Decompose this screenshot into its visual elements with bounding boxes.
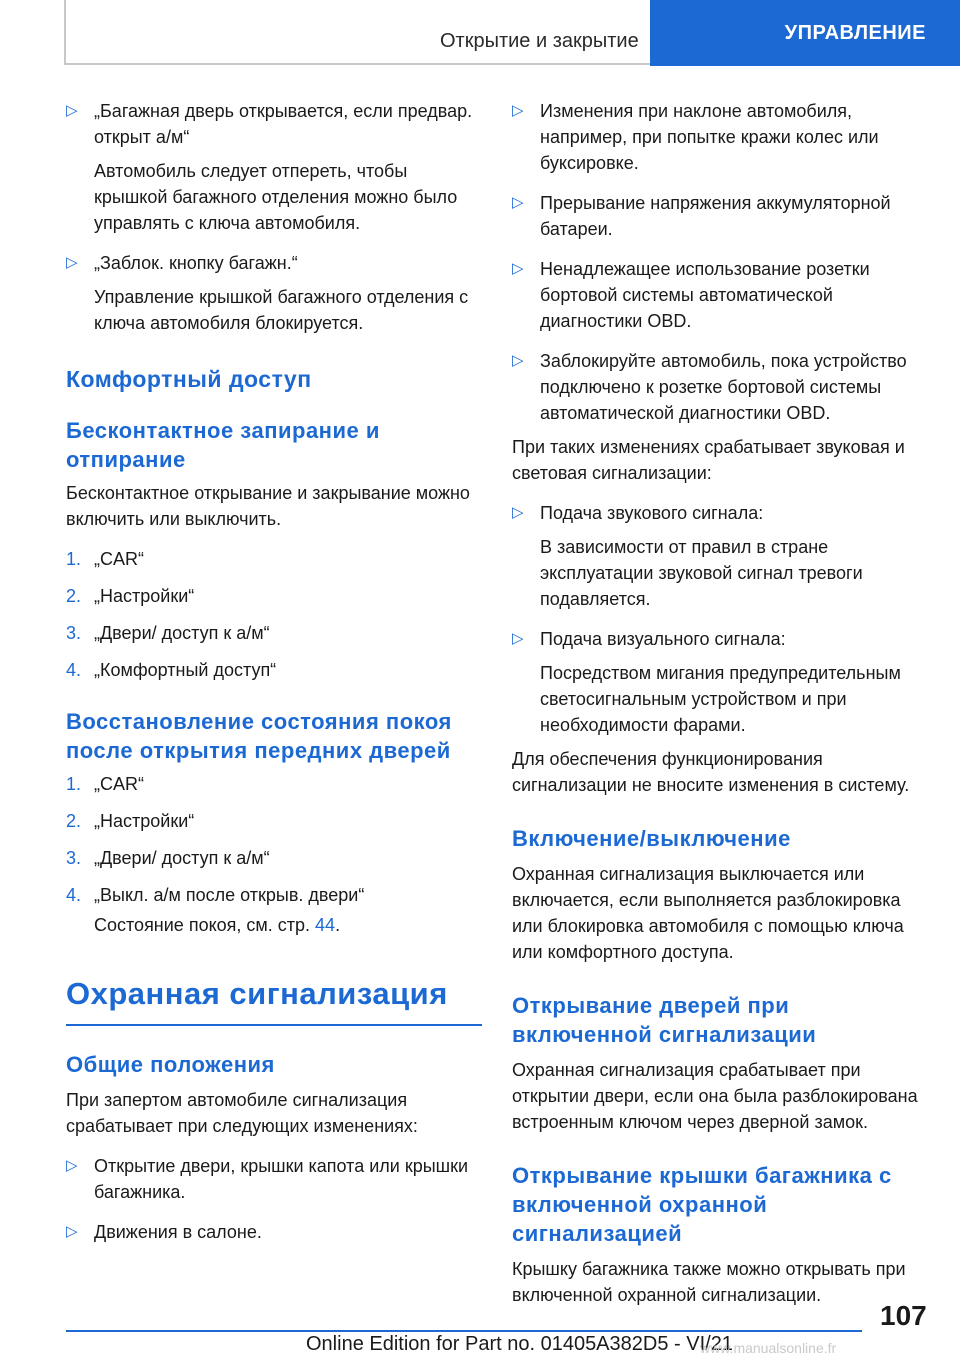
on-off-text: Охранная сигнализация выключается или включается, если выполняется разблокировка или блокировка автомобиля с помощью ключа или комфортного доступа. <box>512 864 904 962</box>
trunk-bullet <box>66 98 482 236</box>
rest-step <box>66 882 482 908</box>
triangle-bullet-icon: ▷ <box>512 630 524 647</box>
signal-bullet <box>512 500 930 612</box>
signal-text: При таких изменениях срабатывает звуковая и световая сигнализации: <box>512 437 905 483</box>
right-column <box>512 98 930 1308</box>
general-bullet <box>66 1153 482 1205</box>
keyless-step <box>66 583 482 609</box>
doors-text: Охранная сигнализация срабатывает при открытии двери, если она была разблокирована встроенным ключом через дверной замок. <box>512 1060 918 1132</box>
signal-bullet-label: Подача звукового сигнала: <box>540 503 764 523</box>
on-off-heading: Включение/выключение <box>512 826 791 851</box>
triangle-bullet-icon: ▷ <box>512 102 524 119</box>
alarm-trigger-bullet <box>512 98 930 176</box>
triangle-bullet-icon: ▷ <box>66 102 78 119</box>
trunk-bullet <box>66 250 482 336</box>
rest-state-heading: Восстановление состояния покоя после открытия передних дверей <box>66 709 452 763</box>
triangle-bullet-icon: ▷ <box>512 260 524 277</box>
left-column <box>66 98 482 1259</box>
alarm-trigger-bullet <box>512 348 930 426</box>
step-number: 2. <box>66 811 82 831</box>
alarm-trigger-text: Ненадлежащее использование розетки бортовой системы автоматической диагностики OBD. <box>540 259 870 331</box>
step-text: „Настройки“ <box>94 811 195 831</box>
general-bullet-text: Открытие двери, крышки капота или крышки багажника. <box>94 1156 469 1202</box>
rest-note <box>66 912 482 938</box>
general-bullet-text: Движения в салоне. <box>94 1222 262 1242</box>
rest-note-prefix: Состояние покоя, см. стр. <box>94 915 316 935</box>
function-text: Для обеспечения функционирования сигнализации не вносите изменения в систему. <box>512 749 910 795</box>
rest-note-suffix: . <box>335 915 341 935</box>
step-text: „CAR“ <box>94 774 144 794</box>
triangle-bullet-icon: ▷ <box>66 1223 78 1240</box>
rest-step <box>66 845 482 871</box>
step-number: 3. <box>66 623 82 643</box>
signal-bullet-desc: В зависимости от правил в стране эксплуатации звуковой сигнал тревоги подавляется. <box>540 537 863 609</box>
keyless-step <box>66 657 482 683</box>
alarm-trigger-bullet <box>512 256 930 334</box>
header-underline <box>64 63 650 65</box>
general-bullet <box>66 1219 482 1245</box>
step-text: „Комфортный доступ“ <box>94 660 277 680</box>
rest-step <box>66 808 482 834</box>
alarm-trigger-text: Изменения при наклоне автомобиля, например, при попытке кражи колес или буксировке. <box>540 101 879 173</box>
step-text: „Двери/ доступ к а/м“ <box>94 848 270 868</box>
triangle-bullet-icon: ▷ <box>512 194 524 211</box>
general-heading: Общие положения <box>66 1052 275 1077</box>
triangle-bullet-icon: ▷ <box>66 254 78 271</box>
comfort-access-heading: Комфортный доступ <box>66 366 312 392</box>
trunk-bullet-label: „Багажная дверь открывается, если предвар. открыт а/м“ <box>94 101 473 147</box>
step-number: 1. <box>66 549 82 569</box>
alarm-trigger-bullet <box>512 190 930 242</box>
trunk-text: Крышку багажника также можно открывать при включенной охранной сигнализации. <box>512 1259 906 1305</box>
trunk-bullet-label: „Заблок. кнопку багажн.“ <box>94 253 298 273</box>
trunk-bullet-desc: Автомобиль следует отпереть, чтобы крышкой багажного отделения можно было управлять с ключа автомобиля. <box>94 161 458 233</box>
step-number: 1. <box>66 774 82 794</box>
doors-heading: Открывание дверей при включенной сигнализации <box>512 993 817 1047</box>
signal-bullet-desc: Посредством мигания предупредительным светосигнальным устройством и при необходимости фарами. <box>540 663 901 735</box>
step-text: „Двери/ доступ к а/м“ <box>94 623 270 643</box>
step-number: 3. <box>66 848 82 868</box>
step-number: 2. <box>66 586 82 606</box>
general-text: При запертом автомобиле сигнализация срабатывает при следующих изменениях: <box>66 1090 418 1136</box>
footer-rule <box>66 1330 862 1332</box>
keyless-text: Бесконтактное открывание и закрывание можно включить или выключить. <box>66 483 470 529</box>
page-number: 107 <box>880 1300 927 1331</box>
signal-bullet <box>512 626 930 738</box>
step-text: „CAR“ <box>94 549 144 569</box>
alarm-trigger-text: Заблокируйте автомобиль, пока устройство подключено к розетке бортовой системы автоматической диагностики OBD. <box>540 351 907 423</box>
alarm-trigger-text: Прерывание напряжения аккумуляторной батареи. <box>540 193 891 239</box>
header-section-title: Открытие и закрытие <box>440 30 639 52</box>
heading-rule <box>66 1024 482 1026</box>
footer-edition: Online Edition for Part no. 01405A382D5 - VI/21 <box>306 1333 733 1355</box>
triangle-bullet-icon: ▷ <box>512 352 524 369</box>
trunk-heading: Открывание крышки багажника с включенной охранной сигнализацией <box>512 1163 892 1246</box>
keyless-step <box>66 546 482 572</box>
keyless-step <box>66 620 482 646</box>
trunk-bullet-desc: Управление крышкой багажного отделения с ключа автомобиля блокируется. <box>94 287 469 333</box>
header-chapter-label: УПРАВЛЕНИЕ <box>784 21 926 44</box>
rest-step <box>66 771 482 797</box>
header-divider <box>64 0 66 64</box>
triangle-bullet-icon: ▷ <box>66 1157 78 1174</box>
signal-bullet-label: Подача визуального сигнала: <box>540 629 786 649</box>
step-text: „Настройки“ <box>94 586 195 606</box>
header-chapter-tab[interactable] <box>650 0 960 66</box>
footer-watermark: www.manualsonline.fr <box>700 1340 837 1356</box>
page-reference-link[interactable]: 44 <box>315 915 336 935</box>
step-number: 4. <box>66 660 82 680</box>
step-text: „Выкл. а/м после открыв. двери“ <box>94 885 365 905</box>
step-number: 4. <box>66 885 82 905</box>
triangle-bullet-icon: ▷ <box>512 504 524 521</box>
alarm-system-heading: Охранная сигнализация <box>66 976 448 1011</box>
keyless-heading: Бесконтактное запирание и отпирание <box>66 418 380 472</box>
